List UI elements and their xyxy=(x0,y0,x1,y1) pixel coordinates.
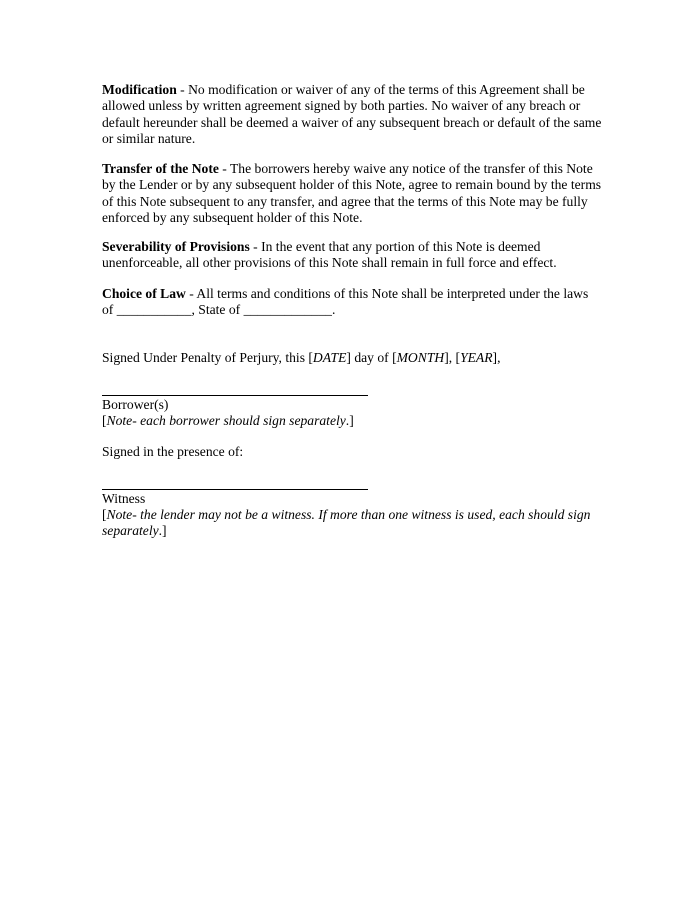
borrower-label: Borrower(s) xyxy=(102,397,169,412)
borrower-note-text: Note- each borrower should sign separately xyxy=(106,413,346,428)
severability-body: - In the event that any portion of this Note is deemed unenforceable, all other provisions of this Note shall remain in full force and effect. xyxy=(102,239,557,271)
transfer-body: - The borrowers hereby waive any notice of the transfer of this Note by the Lender or by any subsequent holder of this Note, agree to remain bound by the terms of this Note subsequent to any transfer, and agree that the terms of this Note may be fully enforced by any subsequent holder of this Note. xyxy=(102,161,602,226)
borrower-note-open: [ xyxy=(102,413,107,428)
witness-signature-line xyxy=(102,489,368,490)
witness-note-text-a: Note- the lender may not be a witness xyxy=(106,507,312,522)
signed-month-placeholder: MONTH xyxy=(396,350,445,365)
witness-note-open: [ xyxy=(102,507,107,522)
borrower-note xyxy=(102,413,602,429)
transfer-paragraph xyxy=(102,161,602,227)
witness-note-close: .] xyxy=(158,523,167,539)
signed-under-penalty-line xyxy=(102,350,602,366)
witness-note xyxy=(102,507,602,540)
signed-prefix: Signed Under Penalty of Perjury, this [ xyxy=(102,350,313,365)
borrower-note-close: .] xyxy=(345,413,354,428)
modification-heading: Modification xyxy=(102,82,177,97)
transfer-heading: Transfer of the Note xyxy=(102,161,219,176)
witness-label: Witness xyxy=(102,491,146,506)
choice-of-law-paragraph xyxy=(102,286,602,319)
choice-of-law-section xyxy=(102,286,602,319)
witness-note-text-b: . If more than one witness is used, each should sign separately xyxy=(102,507,591,539)
signed-date-placeholder: DATE xyxy=(312,350,347,365)
modification-section xyxy=(102,82,602,148)
signed-mid2: ], [ xyxy=(444,350,461,365)
signed-suffix: ], xyxy=(492,350,501,365)
modification-body: - No modification or waiver of any of the terms of this Agreement shall be allowed unless by written agreement signed by both parties. No waiver of any breach or default hereunder shall be deemed a waiver of any subsequent breach or default of the same or similar nature. xyxy=(102,82,602,147)
signed-in-presence-text: Signed in the presence of: xyxy=(102,444,244,459)
severability-paragraph xyxy=(102,239,602,272)
modification-paragraph xyxy=(102,82,602,148)
transfer-section xyxy=(102,161,602,227)
borrower-signature-line xyxy=(102,395,368,396)
choice-of-law-heading: Choice of Law xyxy=(102,286,186,301)
choice-of-law-body: - All terms and conditions of this Note shall be interpreted under the laws of ___________, State of _____________. xyxy=(102,286,589,318)
signed-mid1: ] day of [ xyxy=(346,350,397,365)
severability-heading: Severability of Provisions xyxy=(102,239,250,254)
severability-section xyxy=(102,239,602,272)
signed-year-placeholder: YEAR xyxy=(460,350,493,365)
